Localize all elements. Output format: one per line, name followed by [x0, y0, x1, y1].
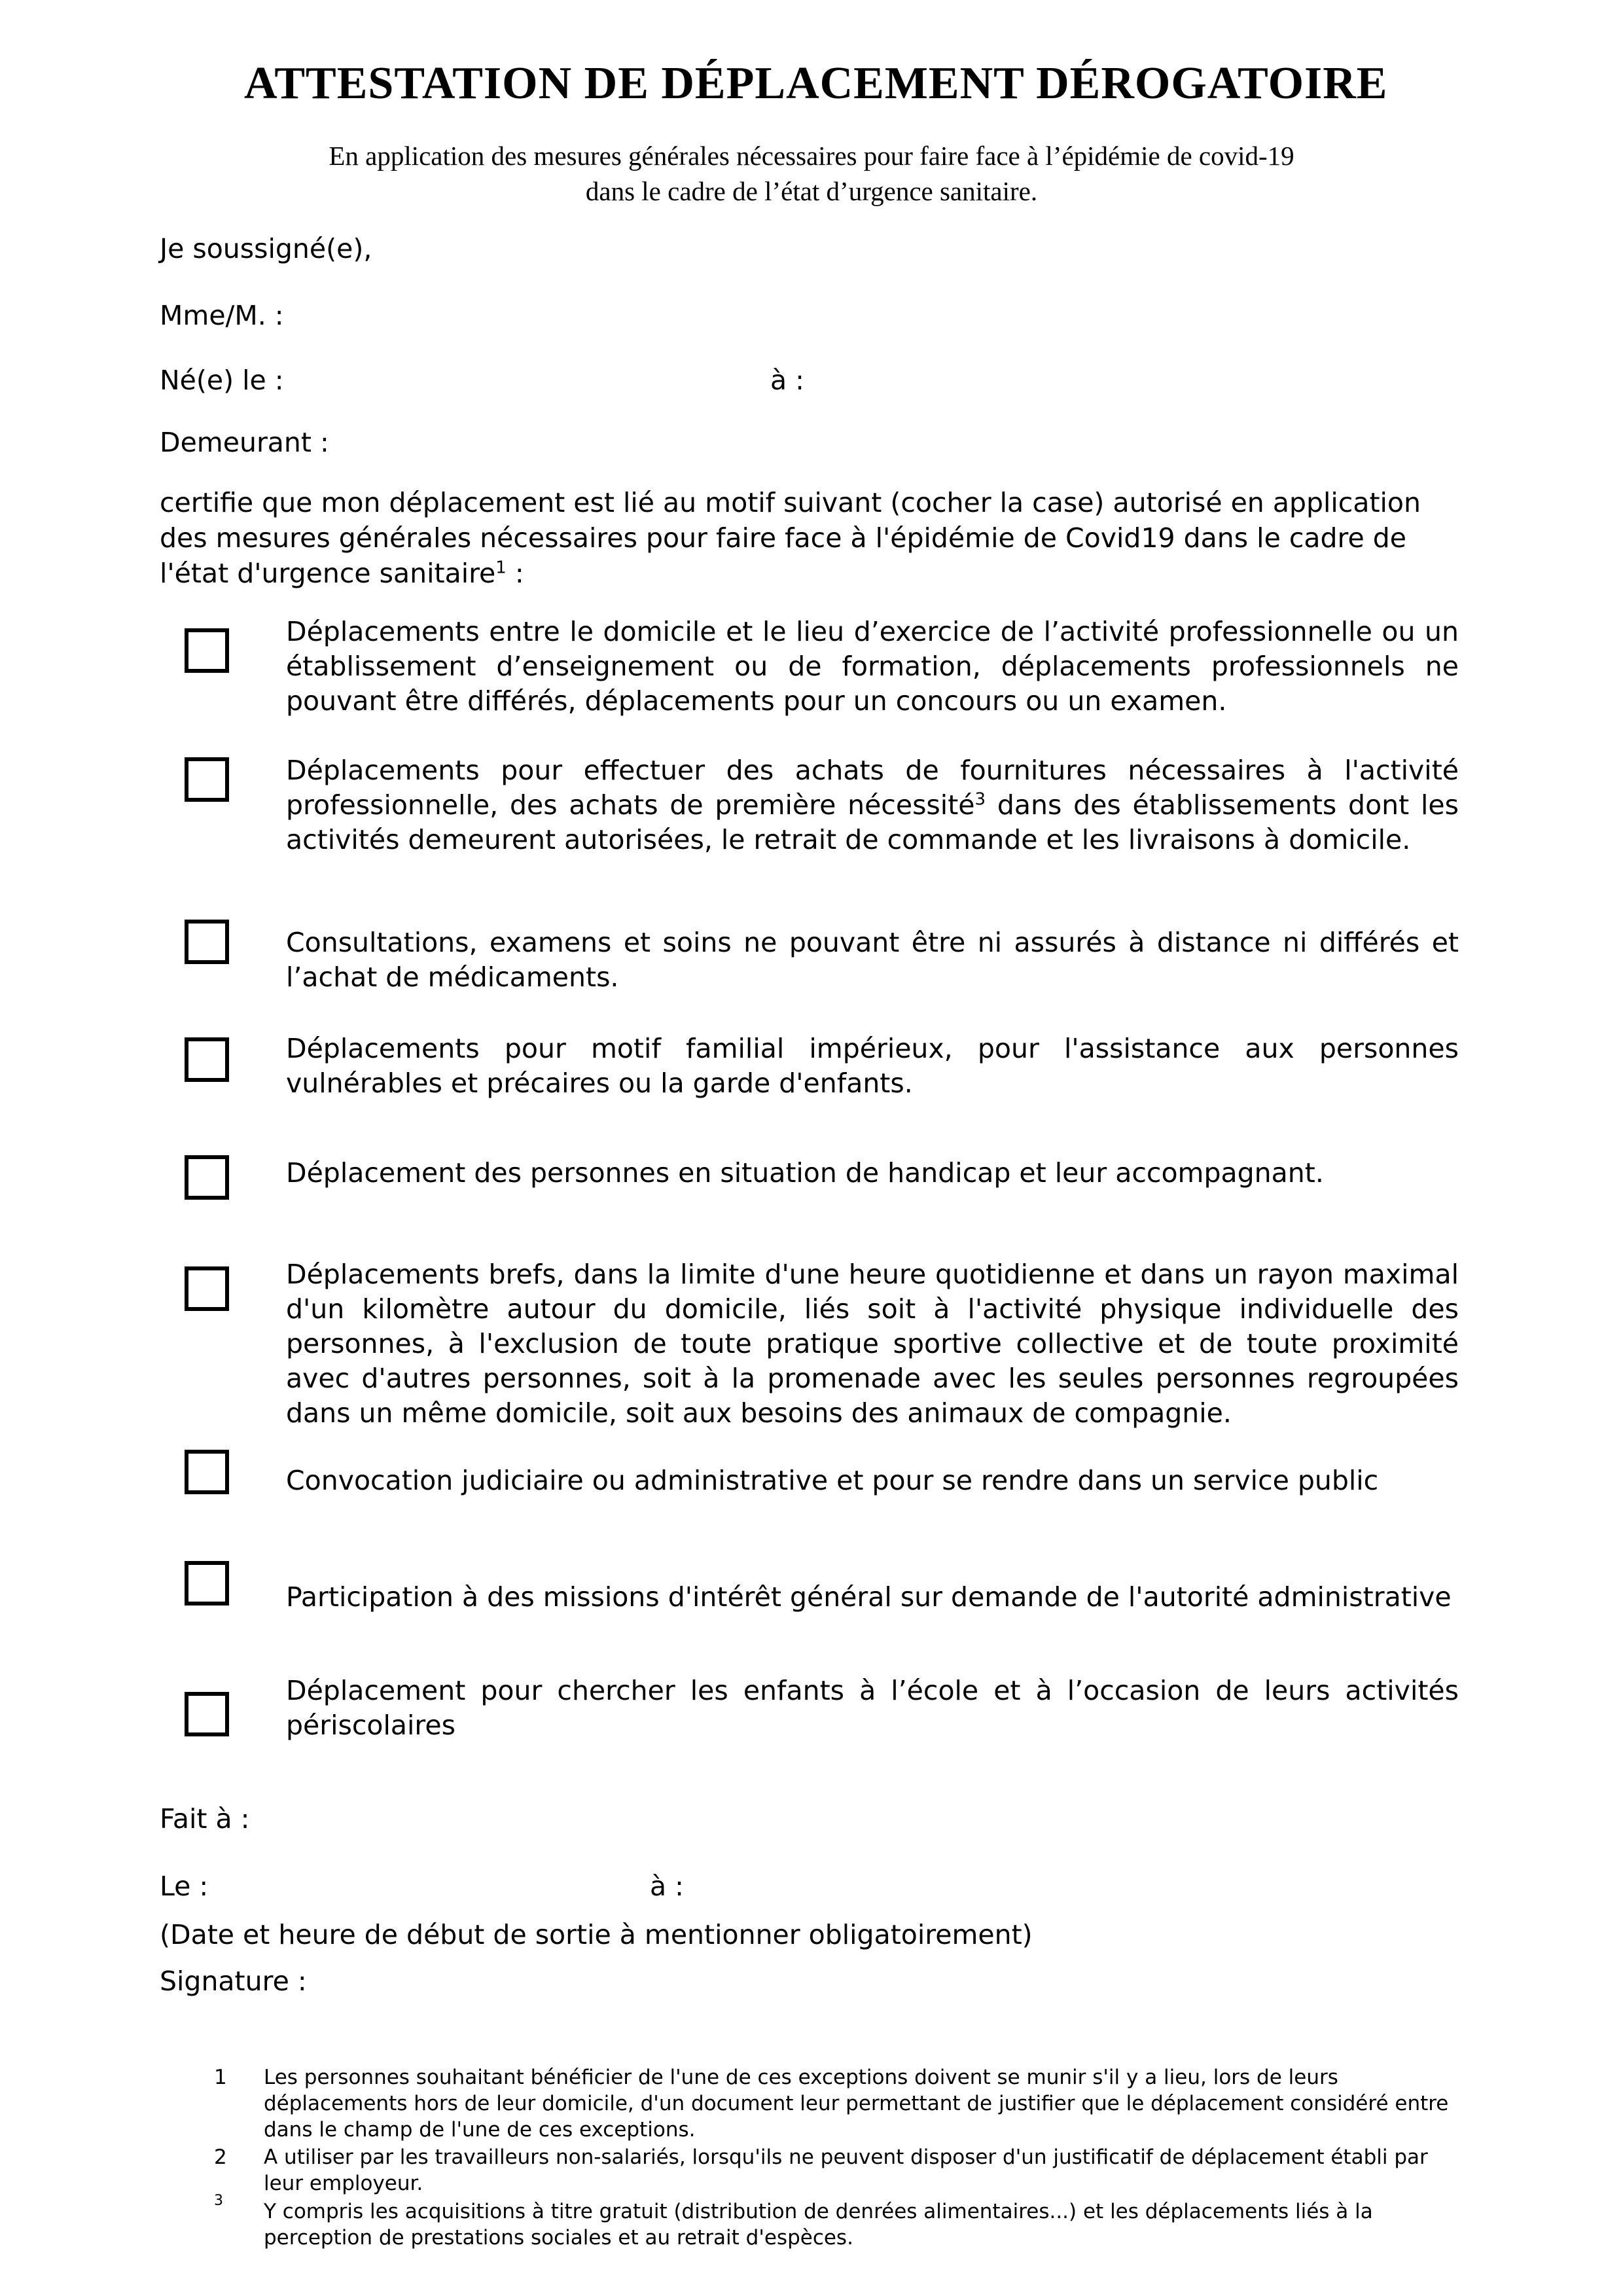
certify-paragraph — [160, 485, 1459, 591]
place-label: Fait à : — [160, 1803, 250, 1835]
certify-suffix: : — [506, 558, 524, 589]
reason-checkbox-shopping[interactable] — [185, 757, 229, 802]
birth-place-label: à : — [770, 365, 804, 396]
reason-text-family: Déplacements pour motif familial impérieux, pour l'assistance aux personnes vulnérables et précaires ou la garde d'enfants. — [286, 1033, 1459, 1099]
intro-text: Je soussigné(e), — [160, 233, 372, 264]
footnote-ref-1: 1 — [495, 558, 507, 578]
footnote-2-number: 2 — [214, 2145, 227, 2169]
reason-checkbox-work[interactable] — [185, 628, 229, 673]
footnote-ref-3: 3 — [974, 789, 986, 810]
subtitle-line-2: dans le cadre de l’état d’urgence sanitaire. — [585, 176, 1038, 206]
reason-checkbox-school[interactable] — [185, 1692, 229, 1736]
reason-text-school: Déplacement pour chercher les enfants à l’école et à l’occasion de leurs activités périscolaires — [286, 1675, 1459, 1741]
reason-checkbox-exercise[interactable] — [185, 1266, 229, 1311]
certify-text: certifie que mon déplacement est lié au motif suivant (cocher la case) autorisé en application des mesures générales nécessaires pour faire face à l'épidémie de Covid19 dans le cadre de l'état d'urgence sanitaire — [160, 487, 1421, 589]
footnote-1-number: 1 — [214, 2066, 227, 2089]
reason-shopping-text-after: dans des établissements dont les activités demeurent autorisées, le retrait de commande et les livraisons à domicile. — [286, 789, 1459, 855]
reason-checkbox-family[interactable] — [185, 1037, 229, 1082]
page-title: ATTESTATION DE DÉPLACEMENT DÉROGATOIRE — [244, 58, 1388, 109]
reason-checkbox-summons[interactable] — [185, 1450, 229, 1494]
reason-text-work: Déplacements entre le domicile et le lieu d’exercice de l’activité professionnelle ou un établissement d’enseignement ou de formation, déplacements professionnels ne pouvant être différés, déplacements pour un concours ou un examen. — [286, 616, 1459, 717]
reason-text-handicap: Déplacement des personnes en situation de handicap et leur accompagnant. — [286, 1157, 1324, 1189]
signature-label: Signature : — [160, 1965, 307, 1997]
reason-text-exercise: Déplacements brefs, dans la limite d'une heure quotidienne et dans un rayon maximal d'un kilomètre autour du domicile, liés soit à l'activité physique individuelle des personnes, à l'exclusion de toute pratique sportive collective et de toute proximité avec d'autres personnes, soit à la promenade avec les seules personnes regroupées dans un même domicile, soit aux besoins des animaux de compagnie. — [286, 1259, 1459, 1429]
name-label: Mme/M. : — [160, 300, 284, 331]
reason-checkbox-missions[interactable] — [185, 1561, 229, 1605]
reason-checkbox-health[interactable] — [185, 920, 229, 964]
reason-text-health: Consultations, examens et soins ne pouvant être ni assurés à distance ni différés et l’achat de médicaments. — [286, 927, 1459, 993]
footnote-3-number: 3 — [214, 2193, 223, 2209]
reason-text-summons: Convocation judiciaire ou administrative et pour se rendre dans un service public — [286, 1465, 1379, 1496]
birth-date-label: Né(e) le : — [160, 365, 284, 396]
footnote-2-text: A utiliser par les travailleurs non-salariés, lorsqu'ils ne peuvent disposer d'un justificatif de déplacement établi par leur employeur. — [264, 2145, 1428, 2195]
date-note: (Date et heure de début de sortie à mentionner obligatoirement) — [160, 1919, 1033, 1950]
address-label: Demeurant : — [160, 427, 329, 458]
footnote-3-text: Y compris les acquisitions à titre gratuit (distribution de denrées alimentaires...) et les déplacements liés à la perception de prestations sociales et au retrait d'espèces. — [264, 2200, 1373, 2250]
reason-text-shopping — [286, 753, 1459, 857]
subtitle-line-1: En application des mesures générales nécessaires pour faire face à l’épidémie de covid-19 — [329, 141, 1294, 171]
footnote-1-text: Les personnes souhaitant bénéficier de l'une de ces exceptions doivent se munir s'il y a lieu, lors de leurs déplacements hors de leur domicile, d'un document leur permettant de justifier que le déplacement considéré entre dans le champ de l'une de ces exceptions. — [264, 2066, 1449, 2142]
reason-text-missions: Participation à des missions d'intérêt général sur demande de l'autorité administrative — [286, 1581, 1452, 1613]
time-label: à : — [650, 1871, 684, 1902]
reason-checkbox-handicap[interactable] — [185, 1155, 229, 1200]
date-label: Le : — [160, 1871, 209, 1902]
reason-shopping-text-before: Déplacements pour effectuer des achats de fournitures nécessaires à l'activité professionnelle, des achats de première nécessité — [286, 755, 1459, 821]
